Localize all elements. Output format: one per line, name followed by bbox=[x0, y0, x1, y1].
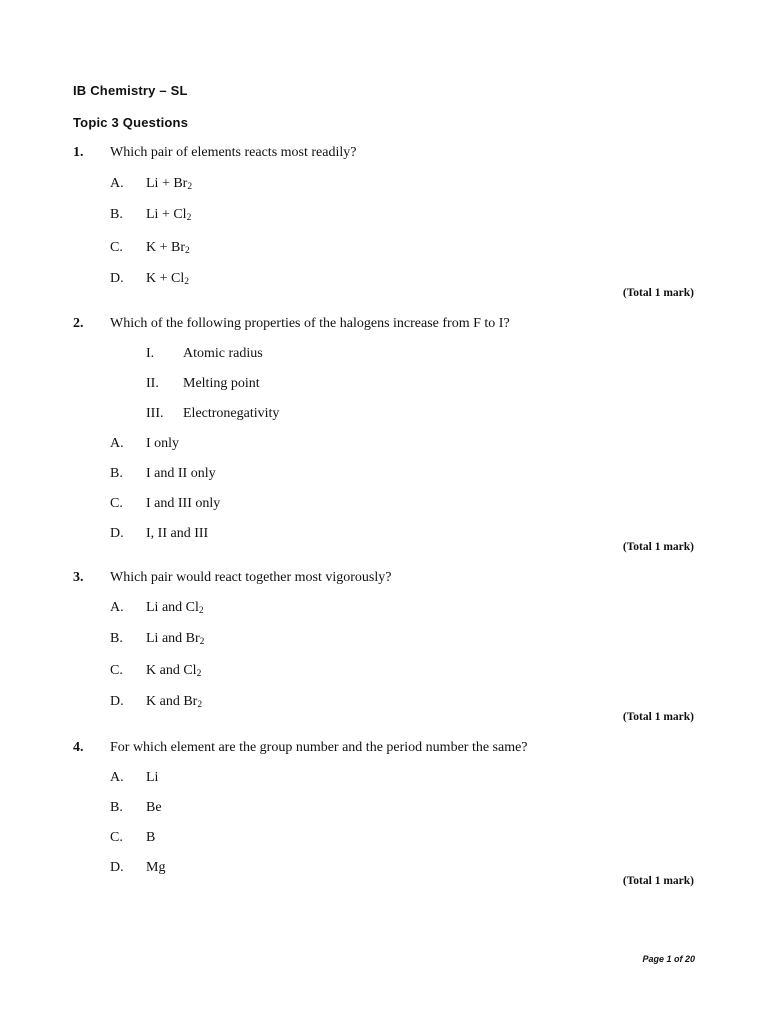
option-text: Li bbox=[146, 770, 159, 785]
option-letter: B. bbox=[110, 800, 123, 815]
option-text: $K + Cl_2$ bbox=[146, 271, 189, 287]
option-letter: A. bbox=[110, 770, 124, 785]
option-text: I and III only bbox=[146, 496, 221, 511]
total-marks: (Total 1 mark) bbox=[622, 711, 694, 723]
statement-numeral: III. bbox=[146, 406, 164, 421]
question-number: 3. bbox=[73, 570, 84, 585]
statement-numeral: I. bbox=[146, 346, 155, 361]
option-text: Mg bbox=[146, 860, 166, 875]
option-text: I and II only bbox=[146, 466, 216, 481]
question-text: Which pair would react together most vigorously? bbox=[110, 570, 392, 585]
option-letter: D. bbox=[110, 860, 124, 875]
total-marks: (Total 1 mark) bbox=[622, 875, 694, 887]
option-text: I only bbox=[146, 436, 180, 451]
document-title: IB Chemistry – SL bbox=[73, 83, 188, 98]
option-letter: D. bbox=[110, 271, 124, 286]
question-number: 4. bbox=[73, 740, 84, 755]
total-marks: (Total 1 mark) bbox=[622, 541, 694, 553]
option-text: B bbox=[146, 830, 156, 845]
question-text: Which of the following properties of the halogens increase from F to I? bbox=[110, 316, 510, 331]
option-letter: A. bbox=[110, 436, 124, 451]
option-letter: C. bbox=[110, 830, 123, 845]
option-letter: A. bbox=[110, 176, 124, 191]
option-text: $Li + Cl_2$ bbox=[146, 207, 192, 223]
statement-text: Atomic radius bbox=[183, 346, 263, 361]
statement-numeral: II. bbox=[146, 376, 159, 391]
question-text: For which element are the group number and the period number the same? bbox=[110, 740, 528, 755]
option-text: $Li + Br_2$ bbox=[146, 176, 193, 192]
option-text: $K + Br_2$ bbox=[146, 240, 190, 256]
option-letter: C. bbox=[110, 496, 123, 511]
question-number: 2. bbox=[73, 316, 84, 331]
option-letter: B. bbox=[110, 466, 123, 481]
option-text: Be bbox=[146, 800, 162, 815]
option-letter: C. bbox=[110, 663, 123, 678]
option-letter: D. bbox=[110, 526, 124, 541]
page-number: Page 1 of 20 bbox=[642, 954, 695, 964]
option-letter: B. bbox=[110, 207, 123, 222]
statement-text: Melting point bbox=[183, 376, 260, 391]
option-letter: A. bbox=[110, 600, 124, 615]
option-text: Li and $Br_2$ bbox=[146, 631, 205, 647]
option-letter: C. bbox=[110, 240, 123, 255]
document-subtitle: Topic 3 Questions bbox=[73, 115, 189, 130]
option-letter: B. bbox=[110, 631, 123, 646]
statement-text: Electronegativity bbox=[183, 406, 280, 421]
total-marks: (Total 1 mark) bbox=[622, 287, 694, 299]
question-text: Which pair of elements reacts most readily? bbox=[110, 145, 357, 160]
option-text: Li and $Cl_2$ bbox=[146, 600, 204, 616]
question-number: 1. bbox=[73, 145, 84, 160]
option-text: K and $Cl_2$ bbox=[146, 663, 202, 679]
option-text: I, II and III bbox=[146, 526, 209, 541]
option-letter: D. bbox=[110, 694, 124, 709]
option-text: K and $Br_2$ bbox=[146, 694, 203, 710]
